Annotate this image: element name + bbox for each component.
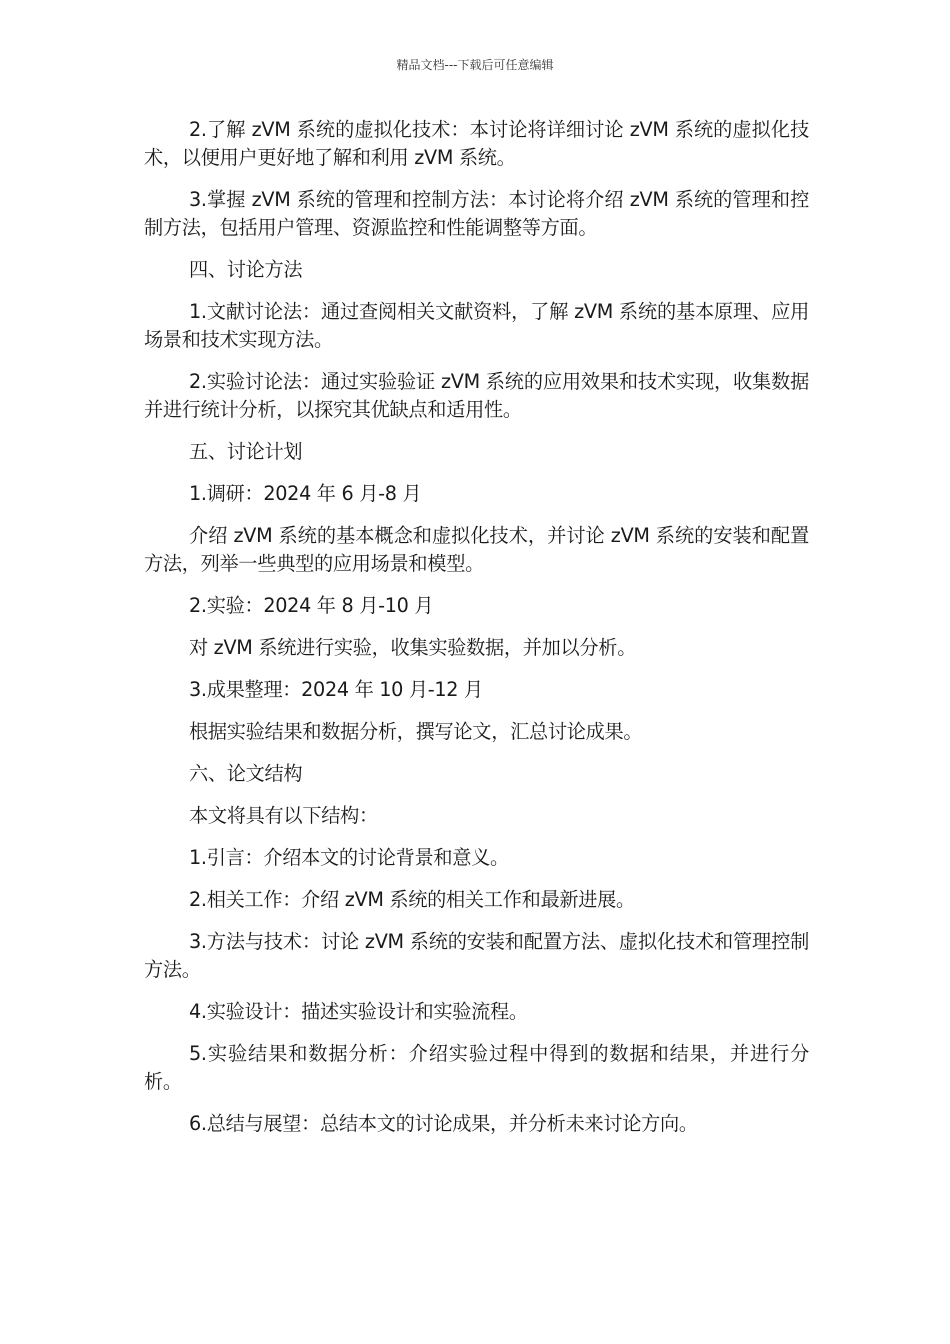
- structure-item-2: 2.相关工作：介绍 zVM 系统的相关工作和最新进展。: [189, 888, 635, 911]
- plan-item-3-desc: 根据实验结果和数据分析，撰写论文，汇总讨论成果。: [189, 720, 643, 743]
- structure-item-1: 1.引言：介绍本文的讨论背景和意义。: [189, 846, 509, 869]
- plan-item-3-title: 3.成果整理：2024 年 10 月-12 月: [189, 678, 483, 701]
- plan-item-1-desc: 介绍 zVM 系统的基本概念和虚拟化技术，并讨论 zVM 系统的安装和配置方法，列举一些典型的应用场景和模型。: [144, 524, 809, 575]
- section-heading-structure: 六、论文结构: [189, 762, 303, 785]
- structure-item-3: 3.方法与技术：讨论 zVM 系统的安装和配置方法、虚拟化技术和管理控制方法。: [144, 930, 809, 981]
- plan-item-2-desc: 对 zVM 系统进行实验，收集实验数据，并加以分析。: [189, 636, 637, 659]
- plan-item-1-title: 1.调研：2024 年 6 月-8 月: [189, 482, 422, 505]
- page-header: 精品文档---下载后可任意编辑: [396, 58, 554, 72]
- section-heading-plan: 五、讨论计划: [189, 440, 303, 463]
- document-body: [144, 116, 809, 1152]
- paragraph-goal-2: 2.了解 zVM 系统的虚拟化技术：本讨论将详细讨论 zVM 系统的虚拟化技术，以便用户更好地了解和利用 zVM 系统。: [144, 118, 809, 169]
- section-heading-methods: 四、讨论方法: [189, 258, 303, 281]
- paragraph-method-2: 2.实验讨论法：通过实验验证 zVM 系统的应用效果和技术实现，收集数据并进行统计分析，以探究其优缺点和适用性。: [144, 370, 809, 421]
- plan-item-2-title: 2.实验：2024 年 8 月-10 月: [189, 594, 434, 617]
- paragraph-method-1: 1.文献讨论法：通过查阅相关文献资料，了解 zVM 系统的基本原理、应用场景和技术实现方法。: [144, 300, 809, 351]
- structure-intro: 本文将具有以下结构：: [189, 804, 378, 827]
- structure-item-5: 5.实验结果和数据分析：介绍实验过程中得到的数据和结果，并进行分析。: [144, 1042, 809, 1093]
- structure-item-6: 6.总结与展望：总结本文的讨论成果，并分析未来讨论方向。: [189, 1112, 698, 1135]
- structure-item-4: 4.实验设计：描述实验设计和实验流程。: [189, 1000, 528, 1023]
- paragraph-goal-3: 3.掌握 zVM 系统的管理和控制方法：本讨论将介绍 zVM 系统的管理和控制方法，包括用户管理、资源监控和性能调整等方面。: [144, 188, 809, 239]
